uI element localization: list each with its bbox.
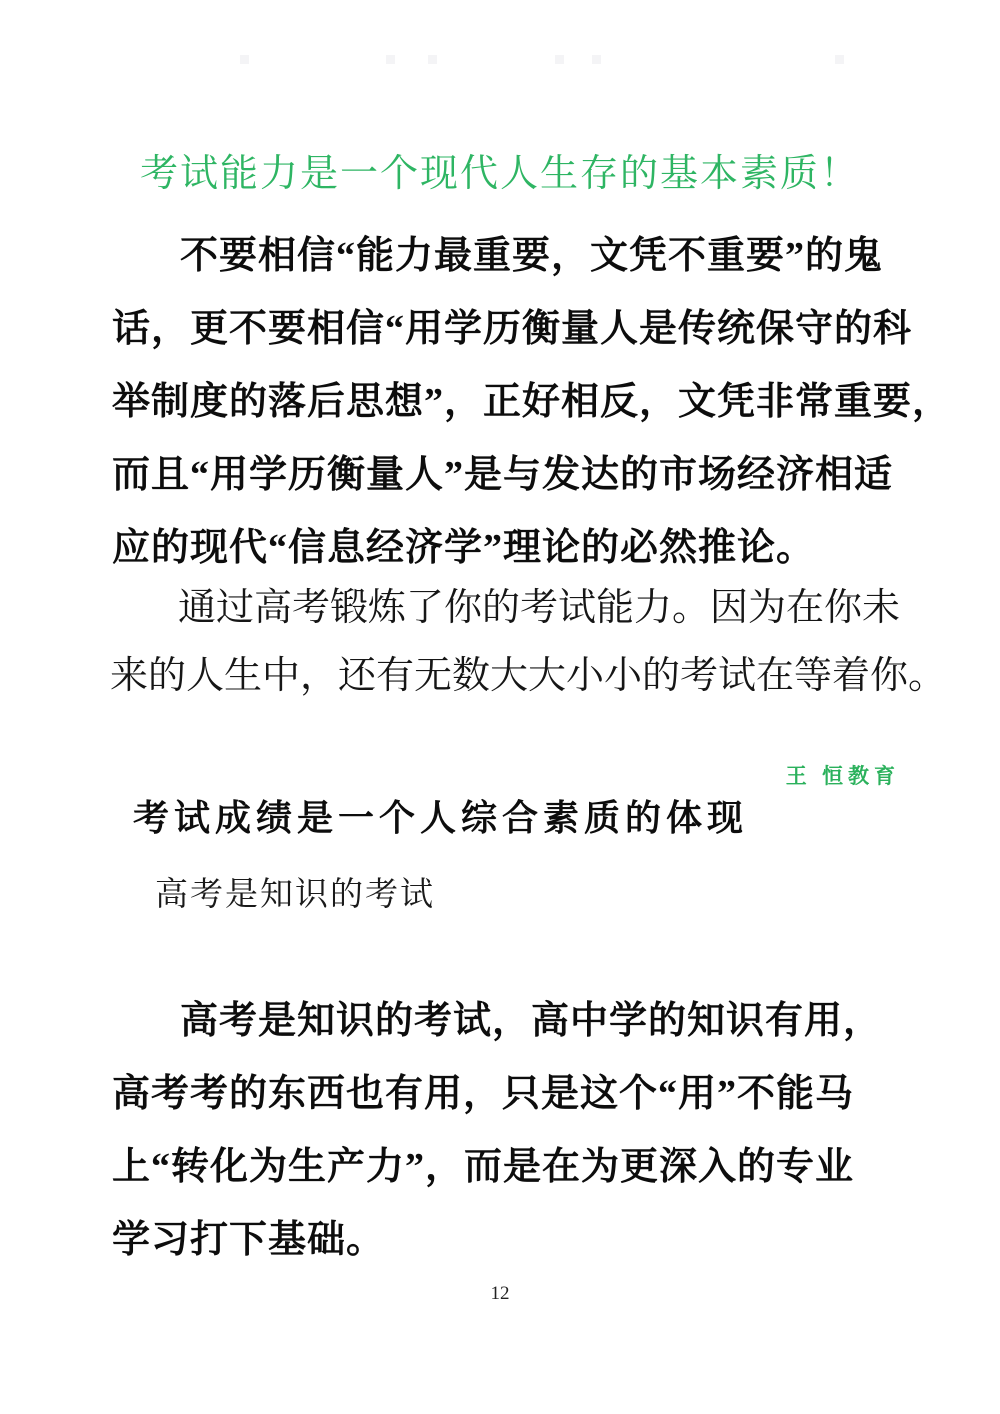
scan-artifact [386,55,395,64]
watermark-wangheng-education: 王 恒教育 [785,764,900,788]
paragraph-exam-ability [112,220,951,585]
text-line: 话，更不要相信“用学历衡量人是传统保守的科 [112,308,913,350]
scan-artifact [835,55,844,64]
text-line: 上“转化为生产力”，而是在为更深入的专业 [112,1146,855,1188]
page-title: 考试能力是一个现代人生存的基本素质！ [139,153,860,195]
scan-artifact [555,55,564,64]
text-line: 通过高考锻炼了你的考试能力。因为在你未 [178,587,901,629]
text-line: 学习打下基础。 [112,1219,386,1261]
text-line: 而且“用学历衡量人”是与发达的市场经济相适 [112,454,894,496]
page-number: 12 [490,1283,510,1304]
text-line: 不要相信“能力最重要，文凭不重要”的鬼 [180,235,884,277]
scan-artifact [428,55,437,64]
text-line: 应的现代“信息经济学”理论的必然推论。 [112,527,816,569]
text-line: 高考考的东西也有用，只是这个“用”不能马 [112,1073,855,1115]
text-line: 来的人生中，还有无数大大小小的考试在等着你。 [110,655,947,697]
scan-artifact [592,55,601,64]
text-line: 高考是知识的考试，高中学的知识有用， [180,1000,883,1042]
text-line: 举制度的落后思想”，正好相反，文凭非常重要， [112,381,952,423]
scan-artifact [240,55,249,64]
paragraph-knowledge-exam [112,985,882,1277]
section-heading: 考试成绩是一个人综合素质的体现 [133,798,749,838]
paragraph-gaokao-training [110,574,946,710]
sub-heading: 高考是知识的考试 [155,877,435,913]
